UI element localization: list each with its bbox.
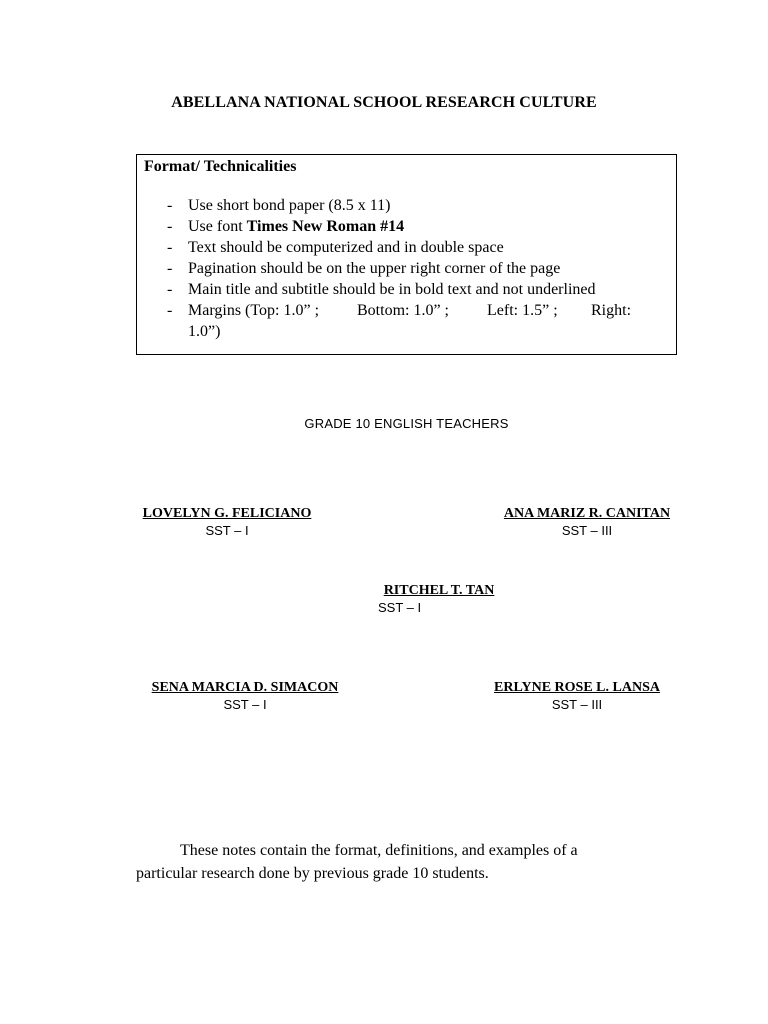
list-item (137, 237, 676, 258)
teacher-role: SST – III (551, 697, 603, 712)
teacher-role: SST – III (561, 523, 613, 538)
teacher-role: SST – I (205, 523, 249, 538)
teacher-role: SST – I (223, 697, 267, 712)
margin-top: Margins (Top: 1.0” ; (188, 302, 320, 319)
list-dash: - (167, 281, 173, 298)
teacher-name: SENA MARCIA D. SIMACON (151, 680, 339, 695)
teacher-name: LOVELYN G. FELICIANO (142, 506, 312, 521)
grade-heading: GRADE 10 ENGLISH TEACHERS (304, 416, 509, 431)
teacher-block (478, 680, 676, 712)
list-dash: - (167, 302, 173, 319)
list-item (137, 216, 676, 237)
teacher-block (346, 583, 532, 615)
list-item-text: Text should be computerized and in double space (188, 239, 504, 256)
closing-paragraph (136, 839, 656, 885)
teacher-block (126, 680, 364, 712)
margin-right: Right: (591, 302, 632, 319)
list-item-text: Pagination should be on the upper right corner of the page (188, 260, 561, 277)
font-name-bold: Times New Roman #14 (246, 218, 405, 235)
format-technicalities-box (136, 154, 677, 355)
list-item (137, 279, 676, 300)
document-title: ABELLANA NATIONAL SCHOOL RESEARCH CULTURE (171, 94, 597, 111)
format-list (137, 195, 676, 342)
closing-line-1: These notes contain the format, definitions, and examples of a (180, 842, 578, 859)
closing-line-2: particular research done by previous grade 10 students. (136, 865, 489, 882)
teacher-block (488, 506, 686, 538)
list-item (137, 258, 676, 279)
list-item (137, 195, 676, 216)
teacher-role: SST – I (378, 600, 422, 615)
teacher-name: ERLYNE ROSE L. LANSA (494, 680, 660, 695)
list-dash: - (167, 197, 173, 214)
list-dash: - (167, 260, 173, 277)
margin-bottom: Bottom: 1.0” ; (357, 302, 449, 319)
font-prefix: Use font (188, 218, 247, 235)
margin-right-value: 1.0”) (188, 323, 221, 340)
list-item-text: Use short bond paper (8.5 x 11) (188, 197, 391, 214)
teacher-name: ANA MARIZ R. CANITAN (503, 506, 671, 521)
list-dash: - (167, 239, 173, 256)
teacher-name: RITCHEL T. TAN (383, 583, 495, 598)
list-dash: - (167, 218, 173, 235)
list-item-text: Main title and subtitle should be in bold text and not underlined (188, 281, 596, 298)
list-item-margins (137, 300, 676, 342)
list-item-text (188, 216, 404, 237)
margin-left: Left: 1.5” ; (487, 302, 558, 319)
teacher-block (118, 506, 336, 538)
format-box-heading: Format/ Technicalities (144, 158, 297, 175)
list-item-text (188, 300, 638, 342)
